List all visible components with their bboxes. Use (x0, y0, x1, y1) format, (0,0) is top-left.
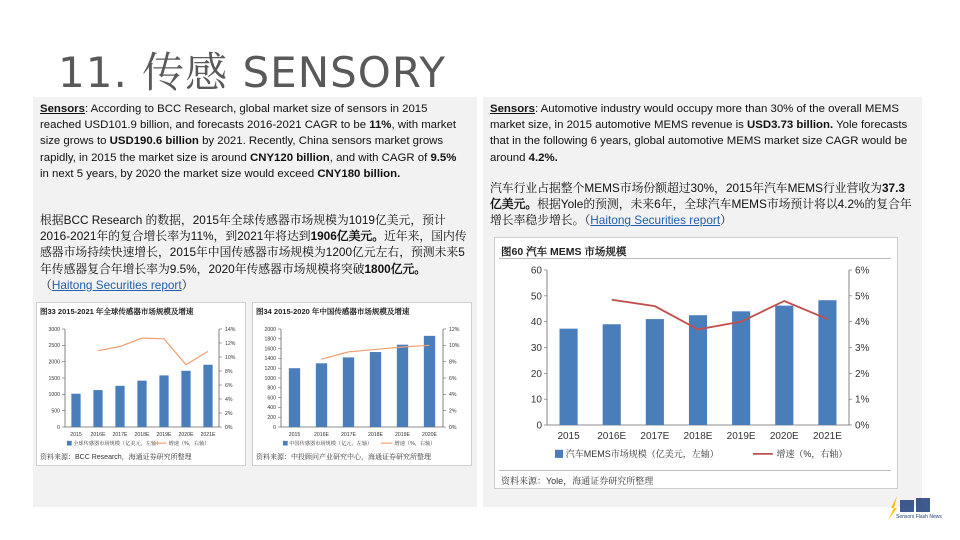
chart2-ytick-label: 200 (267, 415, 276, 422)
chart2-bar (397, 345, 408, 427)
chart3-y2tick-label: 0% (855, 420, 870, 432)
logo-text: Sensors Flash News (896, 514, 942, 520)
chart3-ytick-label: 10 (530, 394, 542, 406)
chart3-bar (560, 329, 578, 425)
chart2-ytick-label: 800 (267, 385, 276, 392)
chart2-xtick-label: 2018E (367, 432, 384, 439)
chart2-ytick-label: 1000 (264, 375, 276, 382)
chart1-y2tick-label: 0% (225, 424, 233, 431)
chart2-y2tick-label: 8% (449, 359, 457, 366)
chart1-xtick-label: 2017E (112, 432, 128, 439)
chart3-svg (495, 260, 897, 472)
right-chinese-paragraph: 汽车行业占据整个MEMS市场份额超过30%，2015年汽车MEMS行业营收为37.3亿美元。根据Yole的预测，未来6年，全球汽车MEMS市场预计将以4.2%的复合年增长率稳步增长。（Haitong Securities report） (490, 181, 912, 228)
chart2-y2tick-label: 12% (449, 326, 460, 333)
chart3-y2tick-label: 6% (855, 265, 870, 277)
chart3-y2tick-label: 4% (855, 317, 870, 329)
chart1-growth-line (98, 338, 208, 365)
chart2-ytick-label: 1800 (264, 336, 276, 343)
chart2-y2tick-label: 0% (449, 424, 457, 431)
chart3-legend-bar-label: 汽车MEMS市场规模（亿美元，左轴） (565, 449, 719, 459)
china-sensor-chart (252, 302, 472, 466)
chart1-ytick-label: 2000 (48, 359, 60, 366)
chart1-bar (93, 390, 102, 427)
chart3-xtick-label: 2021E (812, 431, 842, 442)
chart2-legend-line-label: 增速（%，右轴） (394, 441, 436, 447)
chart3-source-rule (499, 470, 891, 471)
chart3-ytick-label: 40 (530, 317, 542, 329)
chart1-bar (181, 371, 190, 427)
chart3-bar (775, 306, 793, 425)
chart3-source: 资料来源：Yole，海通证券研究所整理 (501, 476, 654, 486)
sensors-flash-logo (882, 490, 942, 524)
chart1-bar (71, 394, 80, 427)
chart3-title-rule (499, 258, 891, 259)
chart3-growth-line (612, 300, 828, 330)
right-report-link[interactable]: Haitong Securities report (590, 213, 721, 228)
chart3-ytick-label: 0 (536, 420, 542, 432)
chart1-xtick-label: 2021E (200, 432, 216, 439)
chart1-xtick-label: 2020E (178, 432, 194, 439)
chart3-ytick-label: 20 (530, 368, 542, 380)
chart2-y2tick-label: 10% (449, 343, 460, 350)
global-sensor-chart (36, 302, 246, 466)
chart1-title: 图33 2015-2021 年全球传感器市场规模及增速 (40, 307, 194, 316)
chart1-legend-line-label: 增速（%，右轴） (168, 441, 210, 447)
chart2-y2tick-label: 2% (449, 408, 457, 415)
chart1-bar (159, 375, 168, 427)
slide-title: 11. 传感 SENSORY (58, 48, 446, 97)
chart2-xtick-label: 2016E (313, 432, 330, 439)
chart2-ytick-label: 1600 (264, 346, 276, 353)
chart3-y2tick-label: 3% (855, 343, 870, 354)
chart3-legend-bar-swatch (555, 450, 563, 458)
chart2-bar (424, 336, 435, 427)
chart2-y2tick-label: 4% (449, 392, 457, 399)
auto-mems-chart (494, 237, 898, 489)
chart3-ytick-label: 60 (530, 265, 542, 277)
chart3-xtick-label: 2018E (683, 431, 713, 442)
chart1-bar (203, 365, 212, 427)
chart1-y2tick-label: 10% (225, 354, 236, 361)
chart1-bar (137, 381, 146, 427)
chart1-ytick-label: 1000 (48, 392, 60, 399)
chart1-source: 资料来源：BCC Research，海通证券研究所整理 (40, 454, 192, 461)
chart1-y2tick-label: 14% (225, 326, 236, 333)
chart1-ytick-label: 3000 (48, 326, 60, 333)
chart1-ytick-label: 1500 (48, 375, 60, 382)
chart3-xtick-label: 2017E (640, 431, 670, 442)
chart1-xtick-label: 2016E (90, 432, 106, 439)
chart2-ytick-label: 400 (267, 405, 276, 412)
chart2-y2tick-label: 6% (449, 375, 457, 382)
left-report-link[interactable]: Haitong Securities report (51, 277, 182, 292)
chart3-xtick-label: 2016E (597, 431, 627, 442)
chart1-y2tick-label: 12% (225, 340, 236, 347)
chart2-svg (253, 315, 471, 463)
chart2-legend-bar-label: 中国传感器市场规模（亿元，左轴） (289, 441, 373, 447)
chart1-legend-bar-label: 全球传感器市场规模（亿美元，左轴） (73, 441, 162, 447)
chart1-legend-bar-swatch (67, 441, 72, 446)
chart2-source: 资料来源：中投顾问产业研究中心，海通证券研究所整理 (256, 454, 431, 461)
chart3-y2tick-label: 5% (855, 291, 870, 303)
chart2-legend-bar-swatch (283, 441, 288, 446)
chart1-ytick-label: 2500 (48, 343, 60, 350)
chart2-bar (316, 363, 327, 427)
chart1-y2tick-label: 8% (225, 368, 233, 375)
chart3-xtick-label: 2015 (557, 431, 580, 442)
chart3-y2tick-label: 1% (855, 394, 870, 406)
chart2-xtick-label: 2015 (288, 432, 301, 439)
chart3-ytick-label: 50 (530, 291, 542, 303)
chart3-bar (646, 319, 664, 425)
chart1-xtick-label: 2019E (156, 432, 172, 439)
chart3-y2tick-label: 2% (855, 368, 870, 380)
chart1-y2tick-label: 2% (225, 410, 233, 417)
chart1-xtick-label: 2015 (70, 432, 82, 439)
chart3-xtick-label: 2020E (769, 431, 799, 442)
left-chinese-paragraph: 根据BCC Research 的数据，2015年全球传感器市场规模为1019亿美元，预计2016-2021年的复合增长率为11%，到2021年将达到1906亿美元。近年来，国内传感器市场持续快速增长，2015年中国传感器市场规模为1200亿元左右，预测未来5年传感器复合年增长率为9.5%，2020年传感器市场规模将突破1800亿元。（Haitong Securities report） (40, 213, 467, 292)
chart3-xtick-label: 2019E (726, 431, 756, 442)
chart1-ytick-label: 500 (51, 408, 60, 415)
chart2-ytick-label: 1200 (264, 366, 276, 373)
chart2-ytick-label: 600 (267, 395, 276, 402)
chart2-xtick-label: 2017E (340, 432, 357, 439)
chart1-y2tick-label: 6% (225, 382, 233, 389)
chart3-bar (689, 315, 707, 425)
chart3-bar (603, 324, 621, 425)
chart2-bar (370, 352, 381, 427)
chart3-ytick-label: 30 (530, 343, 542, 354)
chart1-y2tick-label: 4% (225, 396, 233, 403)
right-english-paragraph: Sensors: Automotive industry would occupy more than 30% of the overall MEMS market size, in 2015 automotive MEMS revenue is USD3.73 billion. Yole forecasts that in the following 6 years, global automotive MEMS market size CAGR would be around 4.2%. (490, 103, 908, 164)
chart2-ytick-label: 0 (273, 424, 276, 431)
chart2-xtick-label: 2020E (421, 432, 438, 439)
chart3-title: 图60 汽车 MEMS 市场规模 (501, 246, 627, 258)
chart2-xtick-label: 2019E (394, 432, 411, 439)
chart1-bar (115, 386, 124, 427)
chart2-bar (343, 357, 354, 427)
chart2-title: 图34 2015-2020 年中国传感器市场规模及增速 (256, 307, 410, 316)
chart3-legend-line-label: 增速（%，右轴） (776, 449, 848, 459)
chart1-xtick-label: 2018E (134, 432, 150, 439)
chart1-svg (37, 315, 245, 463)
chart3-bar (732, 311, 750, 425)
left-english-paragraph: Sensors: According to BCC Research, global market size of sensors in 2015 reached USD101.9 billion, and forecasts 2016-2021 CAGR to be 11%, with market size grows to USD190.6 billion by 2021. Recently, China sensors market grows rapidly, in 2015 the market size is around CNY120 billion, and with CAGR of 9.5% in next 5 years, by 2020 the market size would exceed CNY180 billion. (40, 103, 457, 180)
chart1-ytick-label: 0 (57, 424, 60, 431)
chart2-ytick-label: 1400 (264, 356, 276, 363)
chart2-bar (289, 368, 300, 427)
chart2-ytick-label: 2000 (264, 326, 276, 333)
